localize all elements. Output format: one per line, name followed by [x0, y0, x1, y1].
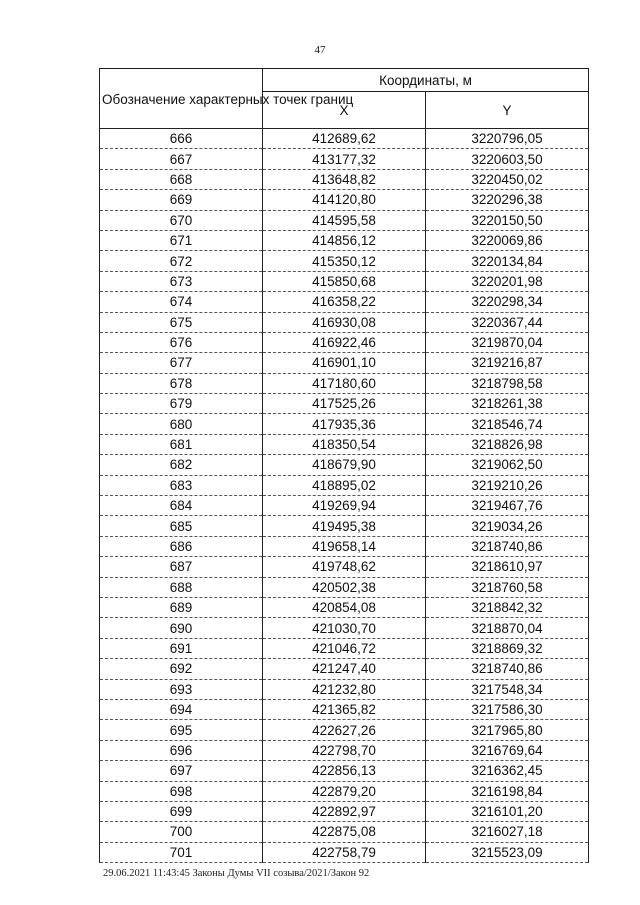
- y-cell: 3220069,86: [426, 230, 589, 250]
- table-row: [100, 822, 589, 842]
- x-cell: 418679,90: [263, 455, 426, 475]
- x-cell: 422627,26: [263, 720, 426, 740]
- table-row: [100, 618, 589, 638]
- table-row: [100, 312, 589, 332]
- x-cell: 421232,80: [263, 679, 426, 699]
- point-cell: 688: [100, 577, 263, 597]
- y-cell: 3216198,84: [426, 781, 589, 801]
- table-row: [100, 434, 589, 454]
- point-cell: 670: [100, 210, 263, 230]
- x-cell: 419748,62: [263, 557, 426, 577]
- x-cell: 421365,82: [263, 699, 426, 719]
- point-cell: 672: [100, 251, 263, 271]
- header-designation: Обозначение характерных точек границ: [100, 69, 263, 129]
- table-row: [100, 740, 589, 760]
- x-cell: 416922,46: [263, 332, 426, 352]
- table-row: [100, 475, 589, 495]
- x-cell: 414595,58: [263, 210, 426, 230]
- y-cell: 3220150,50: [426, 210, 589, 230]
- table-row: [100, 455, 589, 475]
- point-cell: 694: [100, 699, 263, 719]
- y-cell: 3220603,50: [426, 149, 589, 169]
- y-cell: 3219216,87: [426, 353, 589, 373]
- y-cell: 3220796,05: [426, 129, 589, 149]
- table-row: [100, 516, 589, 536]
- x-cell: 421030,70: [263, 618, 426, 638]
- x-cell: 419658,14: [263, 536, 426, 556]
- point-cell: 678: [100, 373, 263, 393]
- y-cell: 3219467,76: [426, 496, 589, 516]
- x-cell: 413177,32: [263, 149, 426, 169]
- y-cell: 3216101,20: [426, 801, 589, 821]
- x-cell: 422892,97: [263, 801, 426, 821]
- point-cell: 666: [100, 129, 263, 149]
- y-cell: 3220367,44: [426, 312, 589, 332]
- x-cell: 414120,80: [263, 190, 426, 210]
- point-cell: 693: [100, 679, 263, 699]
- footer-stamp: 29.06.2021 11:43:45 Законы Думы VII созыва/2021/Закон 92: [103, 868, 370, 879]
- table-row: [100, 129, 589, 149]
- point-cell: 675: [100, 312, 263, 332]
- point-cell: 680: [100, 414, 263, 434]
- table-row: [100, 842, 589, 862]
- point-cell: 677: [100, 353, 263, 373]
- x-cell: 412689,62: [263, 129, 426, 149]
- point-cell: 691: [100, 638, 263, 658]
- table-row: [100, 353, 589, 373]
- point-cell: 669: [100, 190, 263, 210]
- y-cell: 3218826,98: [426, 434, 589, 454]
- point-cell: 681: [100, 434, 263, 454]
- table-row: [100, 292, 589, 312]
- x-cell: 413648,82: [263, 169, 426, 189]
- x-cell: 418350,54: [263, 434, 426, 454]
- x-cell: 420854,08: [263, 597, 426, 617]
- header-x: X: [263, 92, 426, 129]
- x-cell: 416901,10: [263, 353, 426, 373]
- point-cell: 698: [100, 781, 263, 801]
- table-row: [100, 251, 589, 271]
- point-cell: 673: [100, 271, 263, 291]
- point-cell: 697: [100, 761, 263, 781]
- y-cell: 3216027,18: [426, 822, 589, 842]
- header-y: Y: [426, 92, 589, 129]
- point-cell: 700: [100, 822, 263, 842]
- point-cell: 687: [100, 557, 263, 577]
- y-cell: 3218261,38: [426, 394, 589, 414]
- y-cell: 3220298,34: [426, 292, 589, 312]
- x-cell: 417525,26: [263, 394, 426, 414]
- x-cell: 417180,60: [263, 373, 426, 393]
- table-row: [100, 679, 589, 699]
- x-cell: 418895,02: [263, 475, 426, 495]
- point-cell: 689: [100, 597, 263, 617]
- x-cell: 414856,12: [263, 230, 426, 250]
- point-cell: 701: [100, 842, 263, 862]
- x-cell: 420502,38: [263, 577, 426, 597]
- point-cell: 679: [100, 394, 263, 414]
- table-row: [100, 271, 589, 291]
- point-cell: 699: [100, 801, 263, 821]
- x-cell: 416358,22: [263, 292, 426, 312]
- y-cell: 3220201,98: [426, 271, 589, 291]
- table-row: [100, 659, 589, 679]
- coordinates-table: [99, 68, 589, 863]
- table-row: [100, 496, 589, 516]
- table-row: [100, 699, 589, 719]
- point-cell: 668: [100, 169, 263, 189]
- point-cell: 676: [100, 332, 263, 352]
- table-body: [100, 129, 589, 863]
- table-row: [100, 414, 589, 434]
- y-cell: 3218870,04: [426, 618, 589, 638]
- x-cell: 417935,36: [263, 414, 426, 434]
- table-row: [100, 761, 589, 781]
- y-cell: 3217586,30: [426, 699, 589, 719]
- point-cell: 686: [100, 536, 263, 556]
- y-cell: 3220296,38: [426, 190, 589, 210]
- y-cell: 3219870,04: [426, 332, 589, 352]
- x-cell: 415350,12: [263, 251, 426, 271]
- table-row: [100, 536, 589, 556]
- x-cell: 422879,20: [263, 781, 426, 801]
- point-cell: 695: [100, 720, 263, 740]
- point-cell: 685: [100, 516, 263, 536]
- y-cell: 3220450,02: [426, 169, 589, 189]
- y-cell: 3220134,84: [426, 251, 589, 271]
- y-cell: 3217548,34: [426, 679, 589, 699]
- x-cell: 422758,79: [263, 842, 426, 862]
- table-row: [100, 332, 589, 352]
- table-row: [100, 781, 589, 801]
- header-coordinates: Координаты, м: [263, 69, 589, 92]
- point-cell: 682: [100, 455, 263, 475]
- x-cell: 422875,08: [263, 822, 426, 842]
- y-cell: 3219034,26: [426, 516, 589, 536]
- point-cell: 684: [100, 496, 263, 516]
- point-cell: 696: [100, 740, 263, 760]
- x-cell: 421046,72: [263, 638, 426, 658]
- y-cell: 3216769,64: [426, 740, 589, 760]
- y-cell: 3219210,26: [426, 475, 589, 495]
- point-cell: 690: [100, 618, 263, 638]
- y-cell: 3218869,32: [426, 638, 589, 658]
- table-row: [100, 557, 589, 577]
- page-number: 47: [314, 44, 326, 56]
- x-cell: 421247,40: [263, 659, 426, 679]
- y-cell: 3219062,50: [426, 455, 589, 475]
- table-row: [100, 169, 589, 189]
- y-cell: 3218842,32: [426, 597, 589, 617]
- table-header: [100, 69, 589, 129]
- x-cell: 415850,68: [263, 271, 426, 291]
- table-row: [100, 597, 589, 617]
- y-cell: 3217965,80: [426, 720, 589, 740]
- x-cell: 416930,08: [263, 312, 426, 332]
- table-row: [100, 720, 589, 740]
- x-cell: 422798,70: [263, 740, 426, 760]
- point-cell: 692: [100, 659, 263, 679]
- y-cell: 3216362,45: [426, 761, 589, 781]
- x-cell: 422856,13: [263, 761, 426, 781]
- table-row: [100, 373, 589, 393]
- table-row: [100, 190, 589, 210]
- table-row: [100, 638, 589, 658]
- table-row: [100, 801, 589, 821]
- table-row: [100, 149, 589, 169]
- y-cell: 3215523,09: [426, 842, 589, 862]
- table-row: [100, 577, 589, 597]
- y-cell: 3218546,74: [426, 414, 589, 434]
- y-cell: 3218610,97: [426, 557, 589, 577]
- point-cell: 667: [100, 149, 263, 169]
- x-cell: 419495,38: [263, 516, 426, 536]
- y-cell: 3218760,58: [426, 577, 589, 597]
- table-row: [100, 394, 589, 414]
- table-row: [100, 230, 589, 250]
- point-cell: 683: [100, 475, 263, 495]
- y-cell: 3218740,86: [426, 536, 589, 556]
- point-cell: 671: [100, 230, 263, 250]
- point-cell: 674: [100, 292, 263, 312]
- y-cell: 3218798,58: [426, 373, 589, 393]
- x-cell: 419269,94: [263, 496, 426, 516]
- table-row: [100, 210, 589, 230]
- y-cell: 3218740,86: [426, 659, 589, 679]
